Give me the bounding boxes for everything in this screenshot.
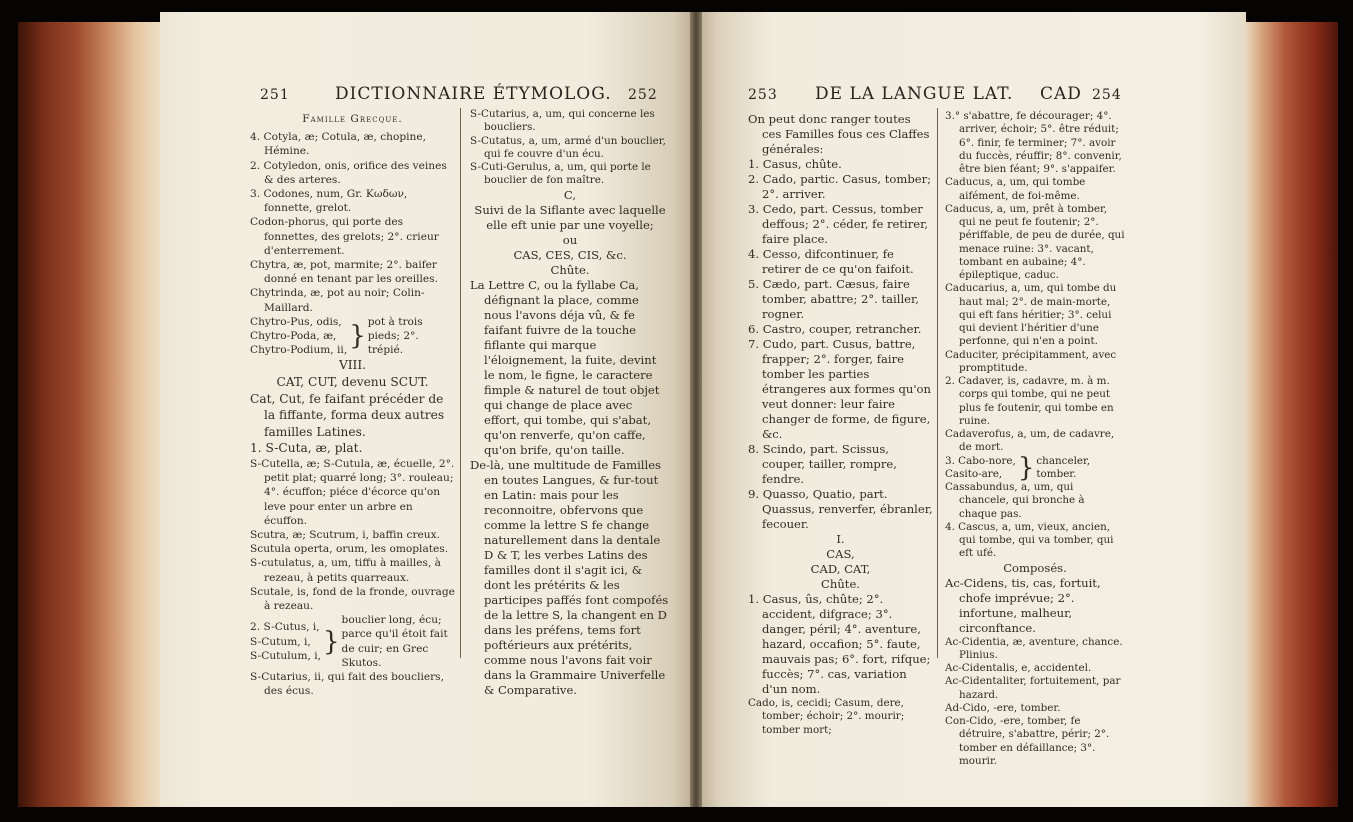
- dictionary-entry: 2. Cadaver, is, cadavre, m. à m. corps qui tombe, qui ne peut plus fe foutenir, qui tombe en ruine.: [945, 375, 1114, 427]
- dictionary-entry: 3. Cedo, part. Cessus, tomber deffous; 2°. céder, fe retirer, faire place.: [748, 202, 929, 246]
- dictionary-entry: Caduciter, précipitamment, avec promptitude.: [945, 348, 1117, 374]
- dictionary-entry: Chûte.: [821, 577, 860, 591]
- brace-group: [250, 613, 455, 670]
- dictionary-entry: Scutra, æ; Scutrum, i, baffin creux.: [250, 529, 440, 542]
- dictionary-entry: Ac-Cidens, tis, cas, fortuit, chofe imprévue; 2°. infortune, malheur, circonftance.: [945, 575, 1101, 635]
- dictionary-entry: Composés.: [1003, 560, 1067, 575]
- dictionary-entry: 5. Cædo, part. Cæsus, faire tomber, abattre; 2°. tailler, rogner.: [748, 277, 919, 321]
- dictionary-entry: C,: [563, 187, 577, 202]
- right-page-column-1: [748, 112, 933, 737]
- left-page-column-2: [470, 108, 670, 698]
- dictionary-entry: 1. Casus, chûte.: [748, 157, 842, 171]
- dictionary-entry: VIII.: [338, 358, 367, 373]
- brace-item: 3. Cabo-nore,: [945, 454, 1016, 467]
- dictionary-entry: Ac-Cidentia, æ, aventure, chance. Plinius.: [945, 635, 1123, 661]
- dictionary-entry: Cat, Cut, fe faifant précéder de la fiffante, forma deux autres familles Latines.: [250, 391, 445, 439]
- left-running-title: DICTIONNAIRE ÉTYMOLOG.: [335, 84, 612, 104]
- dictionary-entry: 6. Castro, couper, retrancher.: [748, 322, 922, 336]
- dictionary-entry: 1. Casus, ûs, chûte; 2°. accident, difgrace; 3°. danger, péril; 4°. aventure, hazard, occafion; 5°. faute, mauvais pas; 6°. fort, rifque; fuccès; 7°. cas, variation d'un nom.: [748, 592, 931, 696]
- brace-item: 2. S-Cutus, i,: [250, 621, 320, 634]
- brace-gloss: pot à trois pieds; 2°. trépié.: [367, 315, 423, 357]
- dictionary-entry: Caducus, a, um, qui tombe aifément, de foi-même.: [945, 176, 1086, 202]
- right-page-column-2: [945, 110, 1125, 768]
- brace-icon: }: [1017, 452, 1035, 483]
- dictionary-entry: S-Cutella, æ; S-Cutula, æ, écuelle, 2°. petit plat; quarré long; 3°. rouleau; 4°. écuffon; piéce d'écorce qu'on leve pour enter un arbre en écuffon.: [250, 458, 455, 527]
- dictionary-entry: Scutale, is, fond de la fronde, ouvrage à rezeau.: [250, 585, 455, 613]
- dictionary-entry: Suivi de la Siflante avec laquelle elle eft unie par une voyelle;: [474, 202, 666, 232]
- dictionary-entry: CAT, CUT, devenu SCUT.: [276, 375, 429, 390]
- dictionary-entry: 4. Cotyla, æ; Cotula, æ, chopine, Hémine.: [250, 131, 426, 158]
- dictionary-entry: Cadaverofus, a, um, de cadavre, de mort.: [945, 428, 1115, 454]
- right-column-rule: [937, 108, 938, 658]
- brace-gloss: chanceler, tomber.: [1036, 454, 1091, 480]
- left-column-rule: [460, 108, 461, 658]
- left-page-number-2: 252: [628, 87, 658, 103]
- left-page-edge: [18, 22, 163, 807]
- brace-group: [250, 315, 455, 358]
- dictionary-entry: 4. Cesso, difcontinuer, fe retirer de ce qu'on faifoit.: [748, 247, 914, 276]
- dictionary-entry: 7. Cudo, part. Cusus, battre, frapper; 2°. forger, faire tomber les parties étrangeres aux formes qu'on veut donner: leur faire changer de forme, de figure, &c.: [748, 337, 931, 441]
- dictionary-entry: Ac-Cidentaliter, fortuitement, par hazard.: [945, 675, 1121, 701]
- brace-group: [945, 452, 1125, 483]
- brace-item: S-Cutum, i,: [250, 635, 311, 648]
- dictionary-entry: S-cutulatus, a, um, tiffu à mailles, à rezeau, à petits quarreaux.: [250, 557, 441, 584]
- brace-icon: }: [322, 626, 340, 657]
- dictionary-entry: S-Cutarius, ii, qui fait des boucliers, des écus.: [250, 671, 444, 698]
- dictionary-entry: Chûte.: [550, 262, 590, 277]
- dictionary-entry: Cassabundus, a, um, qui chancele, qui bronche à chaque pas.: [945, 481, 1085, 520]
- dictionary-entry: CAS,: [826, 547, 855, 561]
- dictionary-entry: ou: [562, 232, 578, 247]
- brace-icon: }: [349, 321, 366, 352]
- dictionary-entry: La Lettre C, ou la fyllabe Ca, défignant la place, comme nous l'avons déja vû, & fe faifant fuivre de la touche fiflante qui marque l'éloignement, la fuite, devint le nom, le figne, le caractere fimple & naturel de tout objet qui change de place avec effort, qui tombe, qui s'abat, qu'on renverfe, qu'on caffe, qu'on brife, qu'on taille.: [470, 277, 660, 457]
- dictionary-entry: CAD, CAT,: [810, 562, 871, 576]
- brace-item: Chytro-Poda, æ,: [250, 330, 337, 343]
- dictionary-entry: 1. S-Cuta, æ, plat.: [250, 441, 363, 456]
- dictionary-entry: 3.° s'abattre, fe décourager; 4°. arriver, échoir; 5°. être réduit; 6°. finir, fe terminer; 7°. avoir du fuccès, réuffir; 8°. convenir, être bien féant; 9°. s'appaifer.: [945, 110, 1122, 175]
- right-page-number: 253: [748, 87, 778, 103]
- dictionary-entry: Chytrinda, æ, pot au noir; Colin-Maillard.: [250, 287, 425, 314]
- dictionary-entry: Caducarius, a, um, qui tombe du haut mal; 2°. de main-morte, qui eft fans héritier; 3°. celui qui devient l'héritier d'une perfonne, qui n'en a point.: [945, 282, 1117, 348]
- brace-item: Chytro-Pus, odis,: [250, 315, 342, 328]
- dictionary-entry: S-Cuti-Gerulus, a, um, qui porte le bouclier de fon maître.: [470, 161, 651, 187]
- dictionary-entry: 2. Cado, partic. Casus, tomber; 2°. arriver.: [748, 172, 932, 201]
- right-page-edge: [1243, 22, 1338, 807]
- right-running-key: CAD: [1040, 84, 1082, 104]
- dictionary-entry: 2. Cotyledon, onis, orifice des veines & des arteres.: [250, 159, 447, 186]
- brace-item: Casito-are,: [945, 467, 1003, 480]
- dictionary-entry: Caducus, a, um, prêt à tomber, qui ne peut fe foutenir; 2°. périffable, de peu de durée, qui menace ruine: 3°. vacant, tombant en aubaine; 4°. épileptique, caduc.: [945, 202, 1125, 281]
- dictionary-entry: Con-Cido, -ere, tomber, fe détruire, s'abattre, périr; 2°. tomber en défaillance; 3°. mourir.: [945, 715, 1110, 767]
- dictionary-entry: Ac-Cidentalis, e, accidentel.: [945, 662, 1092, 674]
- dictionary-entry: De-là, une multitude de Familles en toutes Langues, & fur-tout en Latin: mais pour les reconnoitre, obfervons que comme la lettre S fe change naturellement dans la dentale D & T, les verbes Latins des familles dont il s'agit ici, & dont les prétérits & les participes paffés font compofés de la lettre S, la changent en D dans les préfens, tems fort poftérieurs aux prétérits, comme nous l'avons fait voir dans la Grammaire Univerfelle & Comparative.: [470, 457, 669, 697]
- dictionary-entry: 4. Cascus, a, um, vieux, ancien, qui tombe, qui va tomber, qui eft ufé.: [945, 520, 1114, 560]
- dictionary-entry: Famille Grecque.: [302, 113, 403, 125]
- left-page-number: 251: [260, 87, 290, 103]
- dictionary-entry: Chytra, æ, pot, marmite; 2°. baifer donné en tenant par les oreilles.: [250, 259, 438, 286]
- left-page-column-1: [250, 112, 455, 698]
- dictionary-entry: 3. Codones, num, Gr. Kωδων, fonnette, grelot.: [250, 188, 408, 215]
- brace-item: Chytro-Podium, ii,: [250, 344, 348, 357]
- book-gutter: [690, 12, 702, 807]
- dictionary-entry: S-Cutarius, a, um, qui concerne les boucliers.: [470, 108, 655, 134]
- dictionary-entry: On peut donc ranger toutes ces Familles fous ces Claffes générales:: [748, 112, 930, 156]
- dictionary-entry: S-Cutatus, a, um, armé d'un bouclier, qui fe couvre d'un écu.: [470, 134, 666, 160]
- brace-item: S-Cutulum, i,: [250, 649, 321, 662]
- right-running-title: DE LA LANGUE LAT.: [815, 84, 1014, 104]
- dictionary-entry: Cado, is, cecidi; Casum, dere, tomber; échoir; 2°. mourir; tomber mort;: [748, 697, 905, 736]
- dictionary-entry: CAS, CES, CIS, &c.: [513, 247, 627, 262]
- dictionary-entry: I.: [836, 532, 845, 546]
- dictionary-entry: 8. Scindo, part. Scissus, couper, tailler, rompre, fendre.: [748, 442, 897, 486]
- dictionary-entry: Scutula operta, orum, les omoplates.: [250, 543, 449, 556]
- dictionary-entry: Ad-Cido, -ere, tomber.: [945, 701, 1061, 714]
- dictionary-entry: 9. Quasso, Quatio, part. Quassus, renverfer, ébranler, fecouer.: [748, 487, 933, 531]
- right-page-number-2: 254: [1092, 87, 1122, 103]
- brace-gloss: bouclier long, écu; parce qu'il étoit fait de cuir; en Grec Skutos.: [341, 614, 448, 669]
- dictionary-entry: Codon-phorus, qui porte des fonnettes, des grelots; 2°. crieur d'enterrement.: [250, 216, 439, 257]
